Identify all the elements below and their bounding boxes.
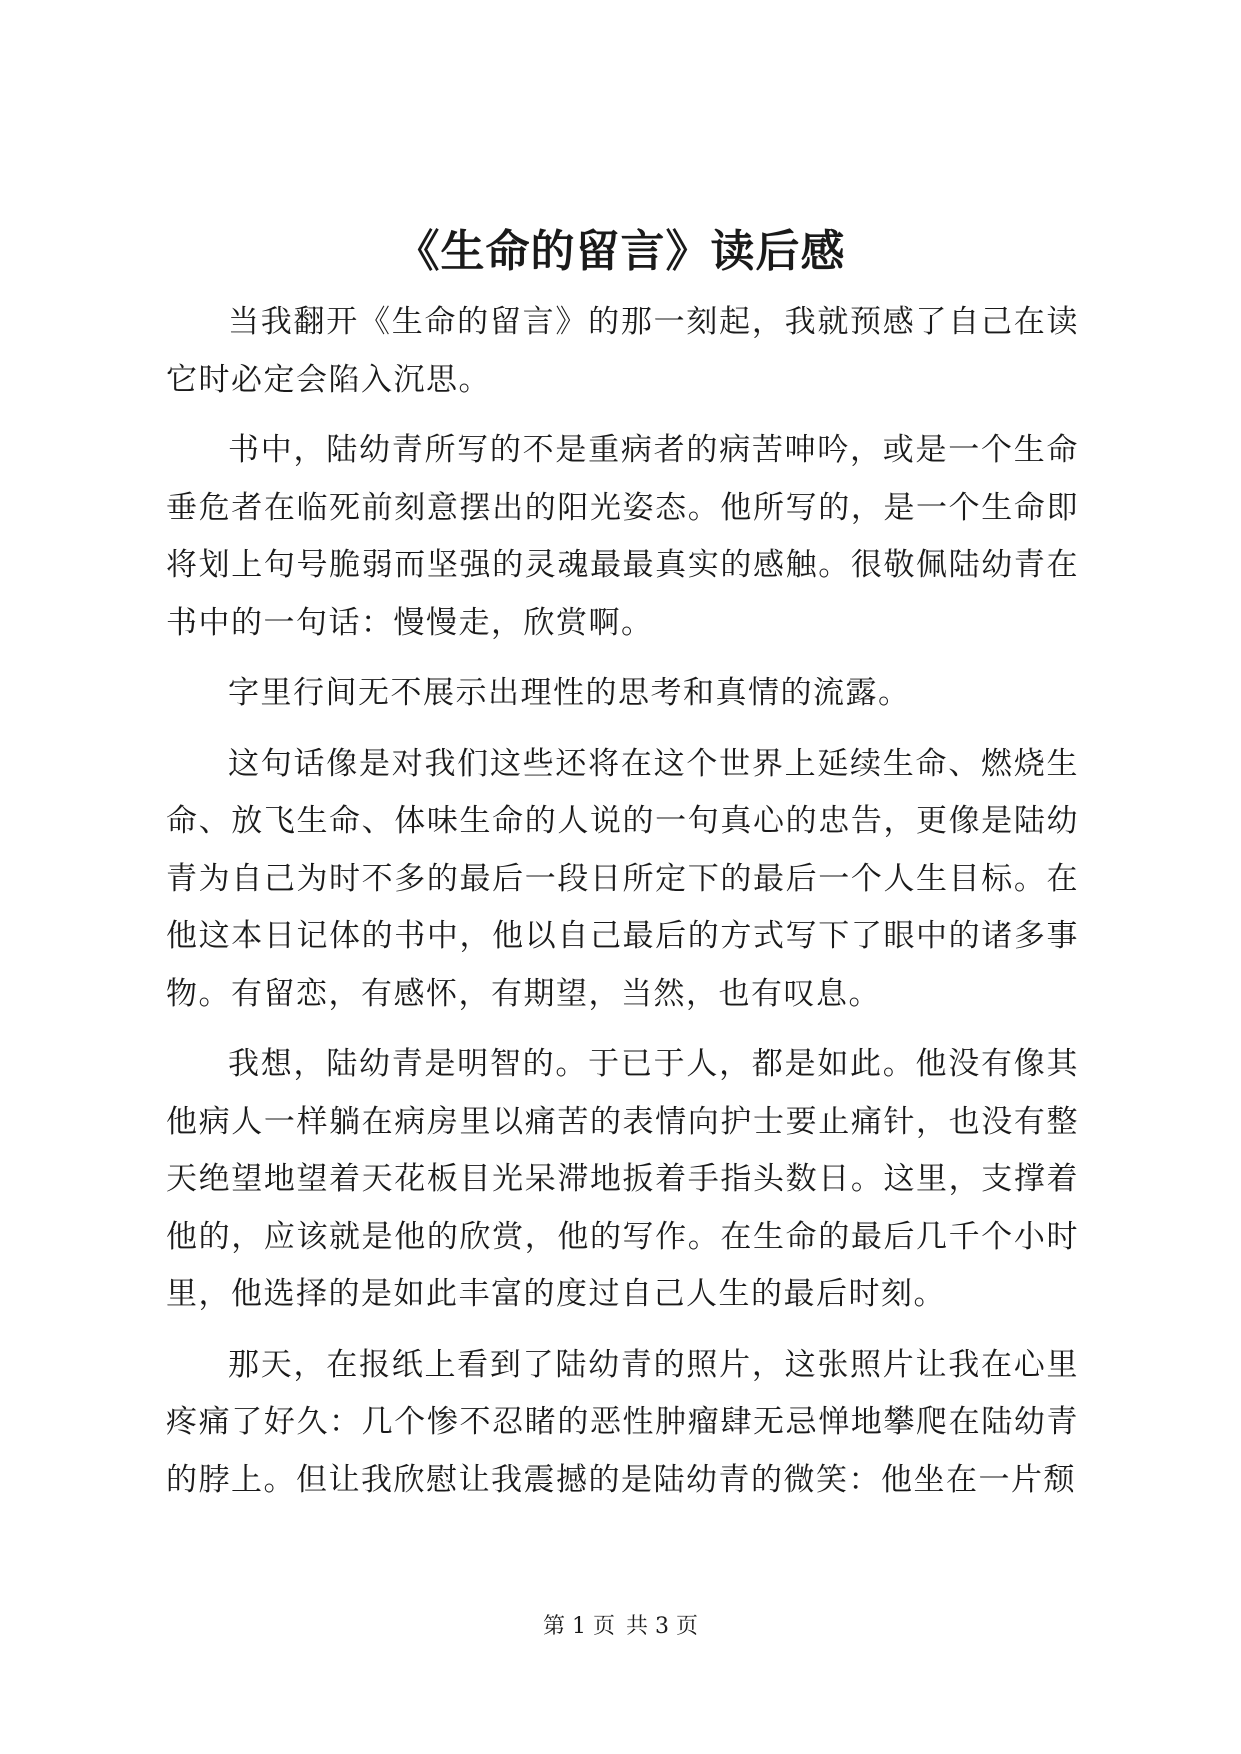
page-number: 第 1 页 [543, 1614, 615, 1639]
document-title: 《生命的留言》读后感 [395, 226, 846, 277]
paragraph: 字里行间无不展示出理性的思考和真情的流露。 [228, 675, 911, 711]
paragraph: 那天，在报纸上看到了陆幼青的照片，这张照片让我在心里疼痛了好久：几个惨不忍睹的恶性肿瘤肆无忌惮地攀爬在陆幼青的脖上。但让我欣慰让我震撼的是陆幼青的微笑：他坐在一片颓 [166, 1346, 1079, 1498]
page-total: 共 3 页 [626, 1614, 698, 1639]
page-footer [0, 1612, 1241, 1642]
paragraph: 当我翻开《生命的留言》的那一刻起，我就预感了自己在读它时必定会陷入沉思。 [166, 304, 1079, 398]
paragraph: 我想，陆幼青是明智的。于已于人，都是如此。他没有像其他病人一样躺在病房里以痛苦的表情向护士要止痛针，也没有整天绝望地望着天花板目光呆滞地扳着手指头数日。这里，支撑着他的，应该就是他的欣赏，他的写作。在生命的最后几千个小时里，他选择的是如此丰富的度过自己人生的最后时刻。 [166, 1046, 1079, 1312]
paragraph: 书中，陆幼青所写的不是重病者的病苦呻吟，或是一个生命垂危者在临死前刻意摆出的阳光姿态。他所写的，是一个生命即将划上句号脆弱而坚强的灵魂最最真实的感触。很敬佩陆幼青在书中的一句话：慢慢走，欣赏啊。 [166, 432, 1079, 641]
document-body [166, 294, 1079, 1522]
paragraph: 这句话像是对我们这些还将在这个世界上延续生命、燃烧生命、放飞生命、体味生命的人说的一句真心的忠告，更像是陆幼青为自己为时不多的最后一段日所定下的最后一个人生目标。在他这本日记体的书中，他以自己最后的方式写下了眼中的诸多事物。有留恋，有感怀，有期望，当然，也有叹息。 [166, 745, 1079, 1012]
